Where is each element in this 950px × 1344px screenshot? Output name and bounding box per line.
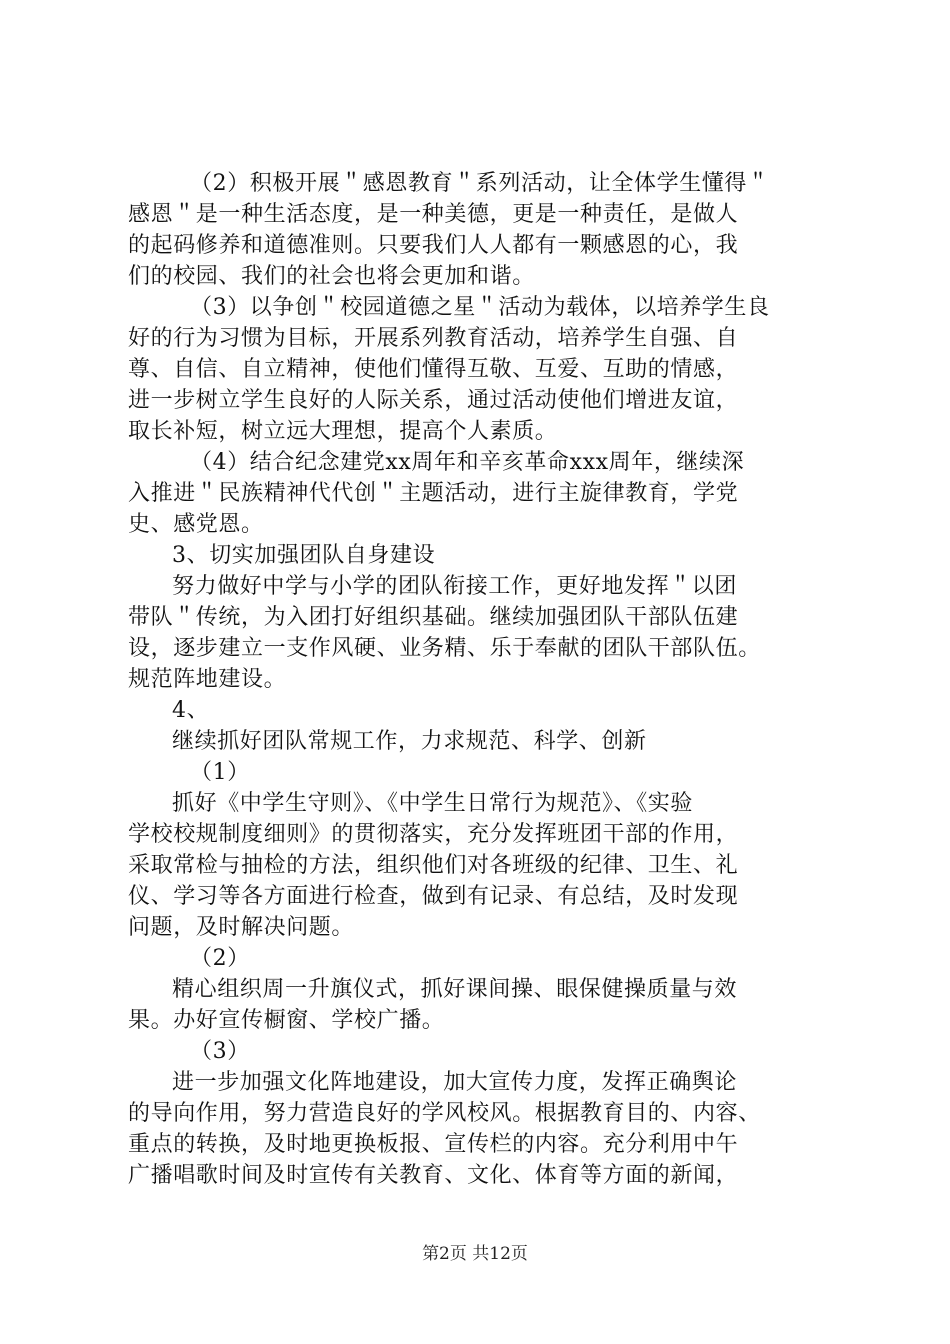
text-line: 规范阵地建设。 <box>128 667 287 692</box>
text-line: 抓好《中学生守则》、《中学生日常行为规范》、《实验 <box>172 791 694 816</box>
text-line: 史、感党恩。 <box>128 512 264 537</box>
text-line: 带队＂传统，为入团打好组织基础。继续加强团队干部队伍建 <box>128 605 739 630</box>
text-line: 好的行为习惯为目标，开展系列教育活动，培养学生自强、自 <box>128 326 739 351</box>
text-line: 4、 <box>172 698 210 723</box>
text-line: 果。办好宣传橱窗、学校广播。 <box>128 1008 445 1033</box>
document-body <box>128 168 834 1191</box>
text-line: 精心组织周一升旗仪式，抓好课间操、眼保健操质量与效 <box>172 977 738 1002</box>
text-line: （2）积极开展＂感恩教育＂系列活动，让全体学生懂得＂ <box>190 171 770 196</box>
text-line: （3） <box>190 1039 250 1064</box>
text-line: 仪、学习等各方面进行检查，做到有记录、有总结，及时发现 <box>128 884 739 909</box>
text-line: 问题，及时解决问题。 <box>128 915 355 940</box>
text-line: 设，逐步建立一支作风硬、业务精、乐于奉献的团队干部队伍。 <box>128 636 761 661</box>
text-line: 3、切实加强团队自身建设 <box>172 543 436 568</box>
text-line: （3）以争创＂校园道德之星＂活动为载体，以培养学生良 <box>190 295 770 320</box>
text-line: 感恩＂是一种生活态度，是一种美德，更是一种责任，是做人 <box>128 202 739 227</box>
text-line: 进一步树立学生良好的人际关系，通过活动使他们增进友谊， <box>128 388 739 413</box>
text-line: 重点的转换，及时地更换板报、宣传栏的内容。充分利用中午 <box>128 1132 739 1157</box>
text-line: （4）结合纪念建党xx周年和辛亥革命xxx周年，继续深 <box>190 450 745 475</box>
text-line: 进一步加强文化阵地建设，加大宣传力度，发挥正确舆论 <box>172 1070 738 1095</box>
text-line: 继续抓好团队常规工作，力求规范、科学、创新 <box>172 729 647 754</box>
text-line: 的起码修养和道德准则。只要我们人人都有一颗感恩的心，我 <box>128 233 739 258</box>
page-footer: 第2页 共12页 <box>422 1244 528 1264</box>
text-line: 广播唱歌时间及时宣传有关教育、文化、体育等方面的新闻， <box>128 1163 739 1188</box>
text-line: （1） <box>190 760 250 785</box>
text-line: 入推进＂民族精神代代创＂主题活动，进行主旋律教育，学党 <box>128 481 739 506</box>
text-line: 取长补短，树立远大理想，提高个人素质。 <box>128 419 558 444</box>
text-line: 努力做好中学与小学的团队衔接工作，更好地发挥＂以团 <box>172 574 738 599</box>
text-line: 的导向作用，努力营造良好的学风校风。根据教育目的、内容、 <box>128 1101 761 1126</box>
text-line: 采取常检与抽检的方法，组织他们对各班级的纪律、卫生、礼 <box>128 853 739 878</box>
text-line: 学校校规制度细则》的贯彻落实，充分发挥班团干部的作用， <box>128 822 739 847</box>
text-line: 们的校园、我们的社会也将会更加和谐。 <box>128 264 535 289</box>
text-line: （2） <box>190 946 250 971</box>
text-line: 尊、自信、自立精神，使他们懂得互敬、互爱、互助的情感， <box>128 357 739 382</box>
